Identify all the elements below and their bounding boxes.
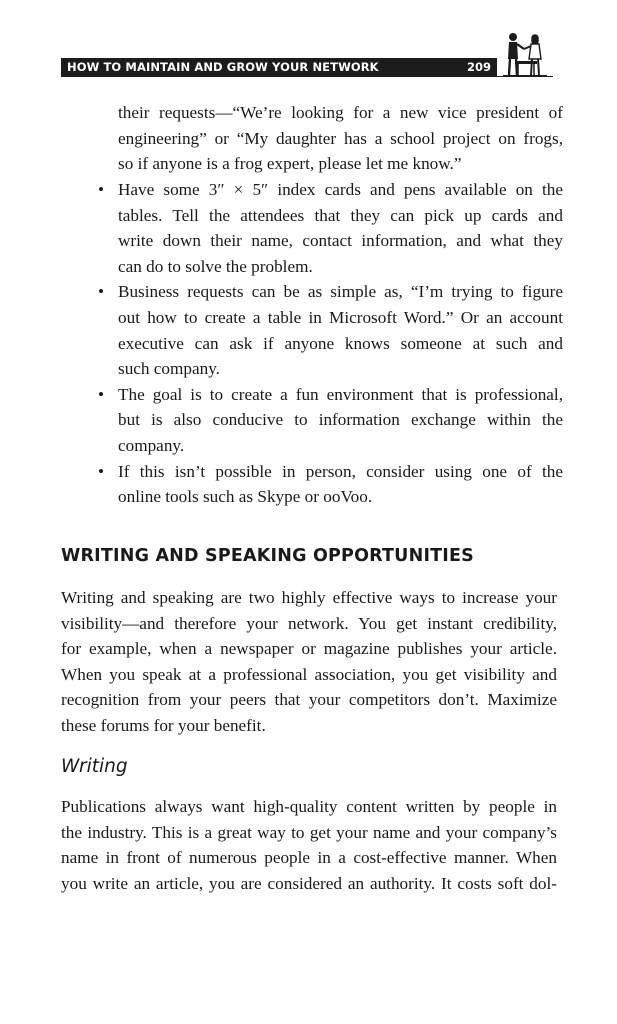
bullet-marker: • <box>98 384 105 404</box>
text-line: their requests—“We’re looking for a new vice president of <box>118 103 563 122</box>
text-line: If this isn’t possible in person, consider using one of the <box>118 461 563 481</box>
text-line: Publications always want high-quality content written by people in <box>61 797 557 816</box>
text-line: engineering” or “My daughter has a school project on frogs, <box>118 128 563 148</box>
handshake-illustration-icon <box>499 31 549 77</box>
text-line: so if anyone is a frog expert, please let me know.” <box>118 154 462 174</box>
text-line: but is also conducive to information exchange within the <box>118 410 563 430</box>
text-line: The goal is to create a fun environment that is professional, <box>118 384 563 404</box>
text-line: executive can ask if anyone knows someone at such and <box>118 333 563 353</box>
text-line: When you speak at a professional association, you get visibility and <box>61 664 557 684</box>
running-header <box>61 58 497 77</box>
text-line: can do to solve the problem. <box>118 256 313 276</box>
bullet-marker: • <box>98 180 105 199</box>
text-line: such company. <box>118 359 220 379</box>
list-item <box>98 382 563 459</box>
text-line: the industry. This is a great way to get your name and your company’s <box>61 822 557 842</box>
text-line: recognition from your peers that your competitors don’t. Maximize <box>61 690 557 710</box>
list-item <box>98 279 563 381</box>
list-item <box>98 177 563 279</box>
subsection-paragraph <box>61 794 557 896</box>
text-line: company. <box>118 435 185 455</box>
text-line: for example, when a newspaper or magazine publishes your article. <box>61 639 557 659</box>
section-heading: WRITING AND SPEAKING OPPORTUNITIES <box>61 546 474 566</box>
text-line: visibility—and therefore your network. You get instant credibility, <box>61 613 557 633</box>
text-line: online tools such as Skype or ooVoo. <box>118 487 373 507</box>
page-number: 209 <box>466 60 491 74</box>
subsection-heading: Writing <box>61 756 128 777</box>
text-line: Writing and speaking are two highly effective ways to increase your <box>61 588 557 607</box>
bullet-marker: • <box>98 461 105 481</box>
continued-paragraph <box>118 100 563 177</box>
list-item <box>98 459 563 510</box>
section-paragraph <box>61 585 557 739</box>
text-line: you write an article, you are considered an authority. It costs soft dol- <box>61 873 557 893</box>
text-line: write down their name, contact information, and what they <box>118 231 563 251</box>
text-line: Have some 3″ × 5″ index cards and pens available on the <box>118 180 563 199</box>
text-line: name in front of numerous people in a cost-effective manner. When <box>61 848 557 868</box>
text-line: out how to create a table in Microsoft Word.” Or an account <box>118 307 563 327</box>
bullet-marker: • <box>98 282 105 302</box>
bullet-list <box>98 177 563 510</box>
text-line: Business requests can be as simple as, “I’m trying to figure <box>118 282 563 302</box>
text-line: these forums for your benefit. <box>61 715 266 735</box>
text-line: tables. Tell the attendees that they can pick up cards and <box>118 205 563 225</box>
running-header-title: HOW TO MAINTAIN AND GROW YOUR NETWORK <box>67 60 379 74</box>
